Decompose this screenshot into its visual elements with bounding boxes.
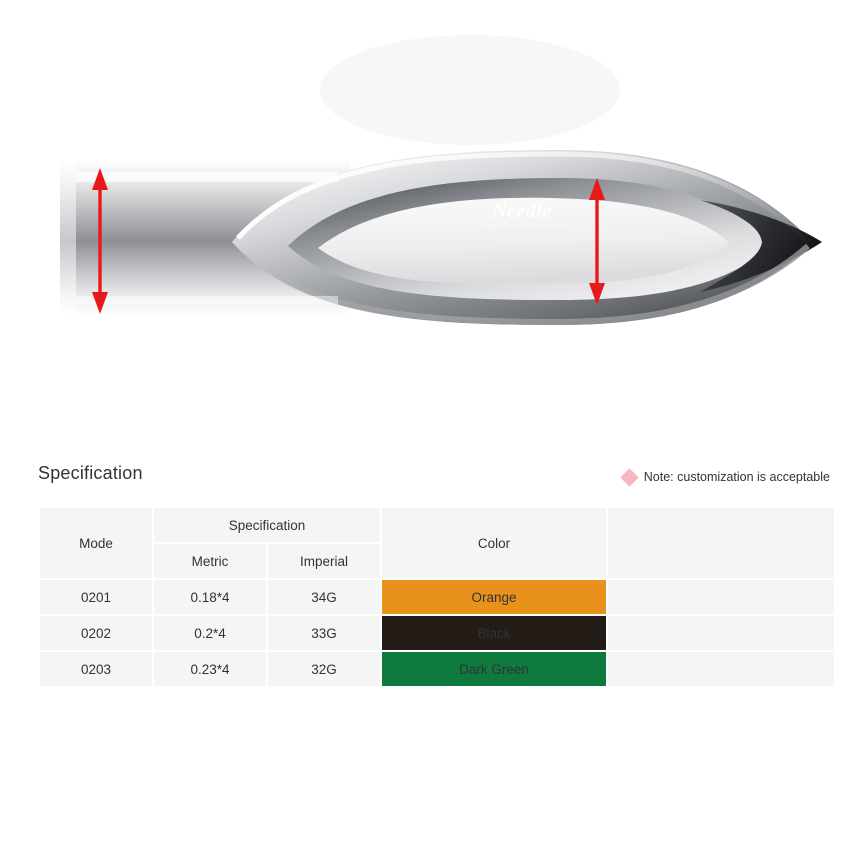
header-blank <box>608 508 834 578</box>
cell-imperial: 32G <box>268 652 380 686</box>
cell-metric: 0.2*4 <box>154 616 266 650</box>
cell-mode: 0203 <box>40 652 152 686</box>
cell-color-swatch: Orange <box>382 580 606 614</box>
table-row <box>40 580 834 614</box>
diamond-bullet-icon <box>620 468 638 486</box>
cell-empty <box>608 616 834 650</box>
specification-section-title: Specification <box>38 463 143 483</box>
table-row <box>40 616 834 650</box>
cell-imperial: 33G <box>268 616 380 650</box>
table-header-row-1 <box>40 508 834 542</box>
cell-mode: 0201 <box>40 580 152 614</box>
brand-tagline: disposable needle for injection <box>482 223 562 229</box>
header-imperial: Imperial <box>268 544 380 578</box>
table-row <box>40 652 834 686</box>
cell-empty <box>608 580 834 614</box>
cell-empty <box>608 652 834 686</box>
header-mode: Mode <box>40 508 152 578</box>
customization-note-text: Note: customization is acceptable <box>643 470 830 484</box>
specification-table <box>38 506 836 688</box>
cell-mode: 0202 <box>40 616 152 650</box>
cell-metric: 0.18*4 <box>154 580 266 614</box>
cell-color-swatch: Dark Green <box>382 652 606 686</box>
customization-note <box>623 470 830 484</box>
cell-color-swatch: Black <box>382 616 606 650</box>
cell-imperial: 34G <box>268 580 380 614</box>
cell-metric: 0.23*4 <box>154 652 266 686</box>
header-metric: Metric <box>154 544 266 578</box>
header-specification: Specification <box>154 508 380 542</box>
brand-text: Needle <box>492 200 552 222</box>
header-color: Color <box>382 508 606 578</box>
